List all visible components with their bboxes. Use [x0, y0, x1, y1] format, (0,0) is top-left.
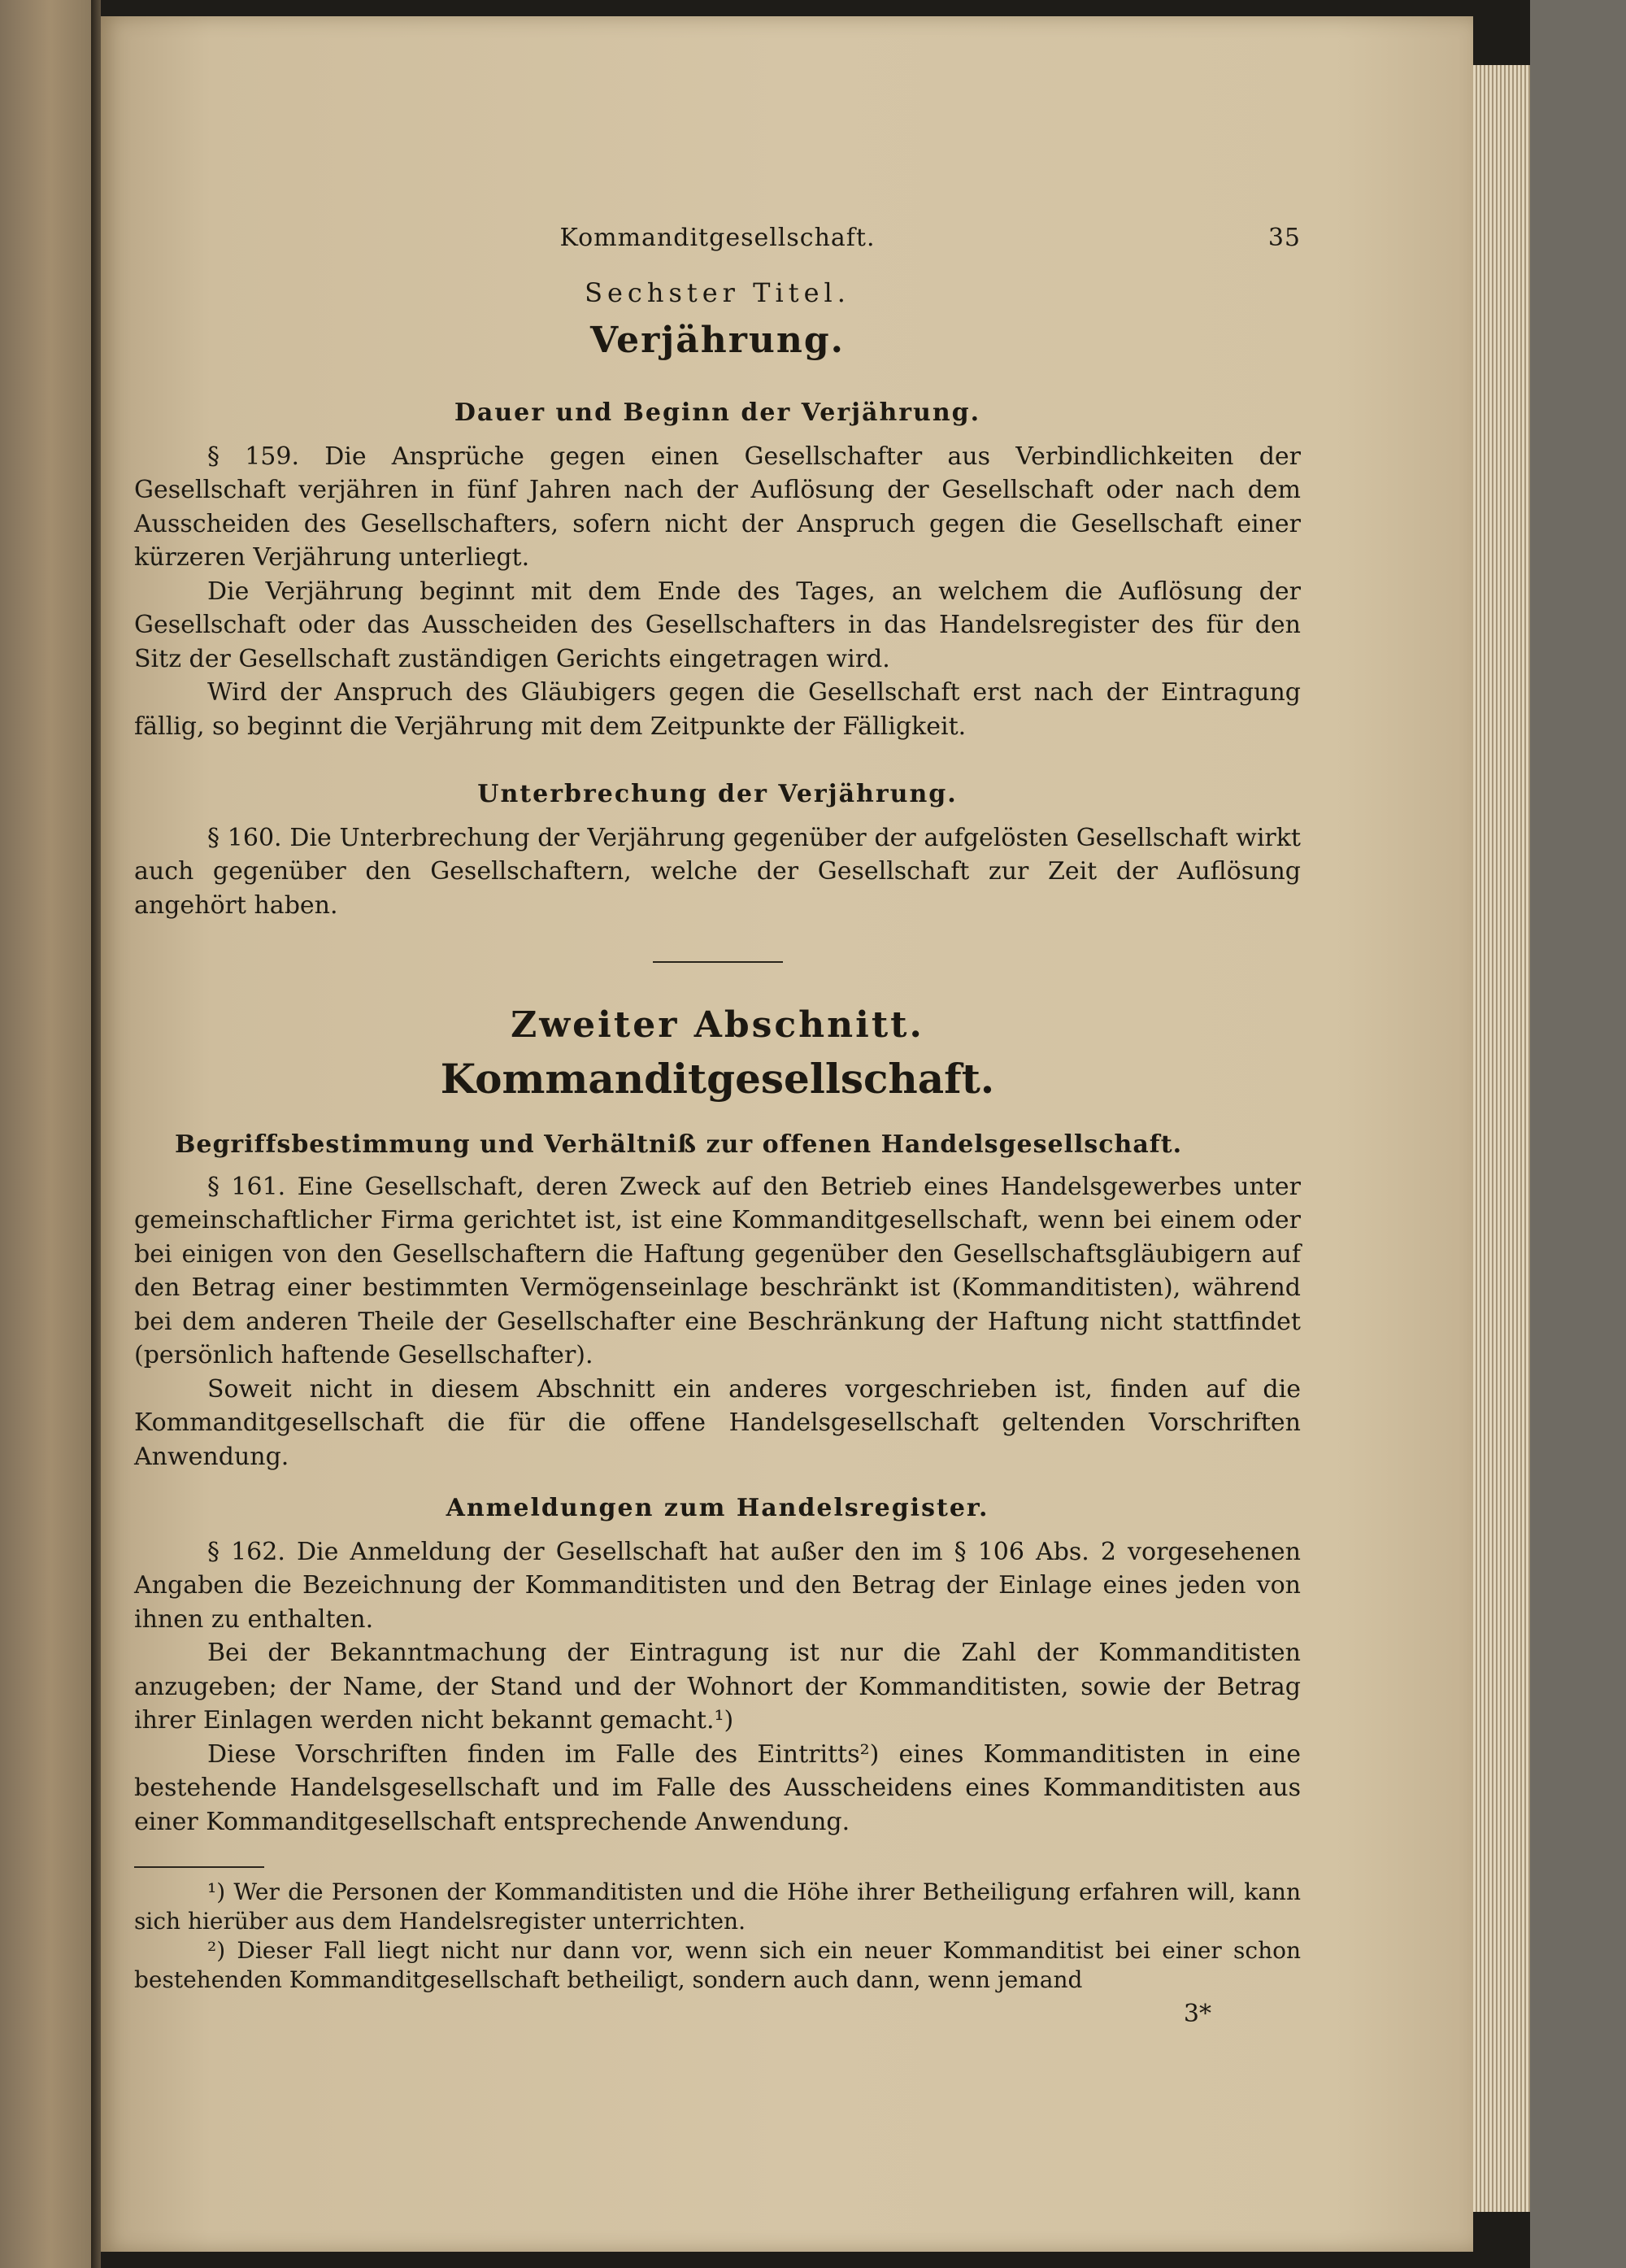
- page-content: [134, 221, 1301, 2029]
- paragraph-159-1: § 159. Die Ansprüche gegen einen Gesellschafter aus Verbindlichkeiten der Gesellschaft verjähren in fünf Jahren nach der Auflösung der Gesellschaft oder nach dem Ausscheiden des Gesellschafters, sofern nicht der Anspruch gegen die Gesellschaft einer kürzeren Verjährung unterliegt.: [134, 442, 1301, 572]
- part-title: Kommanditgesellschaft.: [440, 1054, 995, 1103]
- paragraph-162-1: § 162. Die Anmeldung der Gesellschaft hat außer den im § 106 Abs. 2 vorgesehenen Angaben die Bezeichnung der Kommanditisten und den Betrag der Einlage eines jeden von ihnen zu enthalten.: [134, 1537, 1301, 1634]
- title-label: Sechster Titel.: [585, 277, 850, 308]
- page-number: 35: [1267, 224, 1301, 252]
- part-label: Zweiter Abschnitt.: [511, 1004, 924, 1046]
- book-cover: [1530, 0, 1626, 2268]
- facing-page-edge: [0, 0, 91, 2268]
- paragraph-162-3: Diese Vorschriften finden im Falle des Eintritts²) eines Kommanditisten in eine bestehende Handelsgesellschaft und im Falle des Ausscheidens eines Kommanditisten aus einer Kommanditgesellschaft entsprechende Anwendung.: [134, 1739, 1301, 1836]
- section-heading-162: Anmeldungen zum Handelsregister.: [446, 1494, 989, 1522]
- book-gutter: [91, 0, 101, 2268]
- paragraph-159-2: Die Verjährung beginnt mit dem Ende des Tages, an welchem die Auflösung der Gesellschaft oder das Ausscheiden des Gesellschafters in das Handelsregister des für den Sitz der Gesellschaft zuständigen Gerichts eingetragen wird.: [134, 577, 1301, 673]
- section-heading-159: Dauer und Beginn der Verjährung.: [454, 398, 981, 427]
- footnote-1: ¹) Wer die Personen der Kommanditisten und die Höhe ihrer Betheiligung erfahren will, kann sich hierüber aus dem Handelsregister unterrichten.: [134, 1878, 1301, 1935]
- section-heading-161: Begriffsbestimmung und Verhältniß zur offenen Handelsgesellschaft.: [175, 1130, 1183, 1159]
- running-title: Kommanditgesellschaft.: [559, 224, 876, 252]
- title-name: Verjährung.: [590, 319, 845, 361]
- footnote-rule: [134, 1866, 264, 1868]
- paragraph-161-2: Soweit nicht in diesem Abschnitt ein anderes vorgeschrieben ist, finden auf die Kommanditgesellschaft die für die offene Handelsgesellschaft geltenden Vorschriften Anwendung.: [134, 1374, 1301, 1471]
- paragraph-161-1: § 161. Eine Gesellschaft, deren Zweck auf den Betrieb eines Handelsgewerbes unter gemeinschaftlicher Firma gerichtet ist, ist eine Kommanditgesellschaft, wenn bei einem oder bei einigen von den Gesellschaftern die Haftung gegenüber den Gesellschaftsgläubigern auf den Betrag einer bestimmten Vermögenseinlage beschränkt ist (Kommanditisten), während bei dem anderen Theile der Gesellschafter eine Beschränkung der Haftung nicht stattfindet (persönlich haftende Gesellschafter).: [134, 1172, 1301, 1369]
- signature-mark: 3*: [1183, 2000, 1211, 2028]
- paragraph-162-2: Bei der Bekanntmachung der Eintragung ist nur die Zahl der Kommanditisten anzugeben; der Name, der Stand und der Wohnort der Kommanditisten, sowie der Betrag ihrer Einlagen werden nicht bekannt gemacht.¹): [134, 1639, 1301, 1735]
- paragraph-159-3: Wird der Anspruch des Gläubigers gegen die Gesellschaft erst nach der Eintragung fällig, so beginnt die Verjährung mit dem Zeitpunkte der Fälligkeit.: [134, 678, 1301, 741]
- section-heading-160: Unterbrechung der Verjährung.: [477, 780, 958, 808]
- page-edges: [1473, 65, 1530, 2212]
- footnote-2: ²) Dieser Fall liegt nicht nur dann vor, wenn sich ein neuer Kommanditist bei einer schon bestehenden Kommanditgesellschaft betheiligt, sondern auch dann, wenn jemand: [134, 1937, 1301, 1993]
- paragraph-160-1: § 160. Die Unterbrechung der Verjährung gegenüber der aufgelösten Gesellschaft wirkt auch gegenüber den Gesellschaftern, welche der Gesellschaft zur Zeit der Auflösung angehört haben.: [134, 823, 1301, 920]
- section-separator: [653, 961, 783, 963]
- running-head: [134, 221, 1301, 262]
